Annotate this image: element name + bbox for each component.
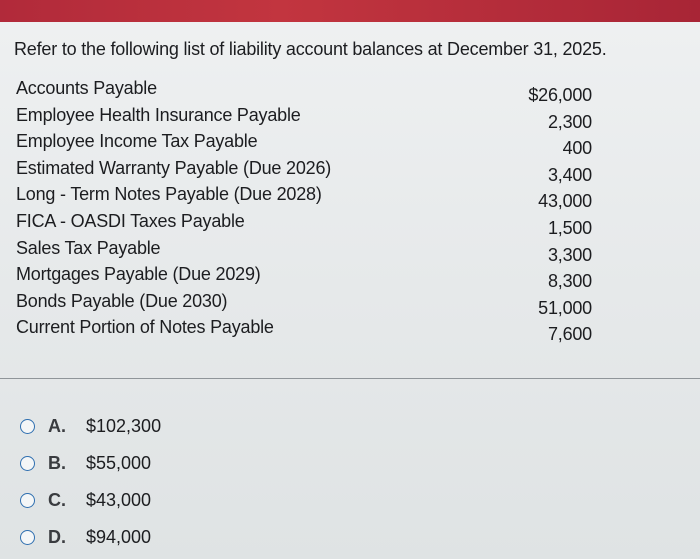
account-list (16, 78, 592, 344)
account-row (16, 131, 592, 158)
option-letter: D. (48, 527, 66, 547)
option-value: $55,000 (86, 453, 152, 473)
account-amount: $26,000 (528, 85, 592, 105)
answer-options (20, 408, 161, 556)
radio-button[interactable] (20, 530, 35, 545)
radio-button[interactable] (20, 456, 35, 471)
account-row (16, 158, 592, 185)
account-row (16, 105, 592, 132)
account-row (16, 184, 592, 211)
account-row (16, 211, 592, 238)
account-row (16, 238, 592, 265)
account-amount: 1,500 (547, 217, 592, 238)
account-label: Bonds Payable (Due 2030) (16, 290, 228, 311)
option-letter: B. (48, 453, 66, 473)
divider (0, 378, 700, 379)
account-amount: 43,000 (538, 191, 592, 212)
option-letter: C. (48, 490, 66, 510)
header-bar (0, 0, 700, 22)
option-value: $94,000 (86, 527, 152, 547)
account-amount: 8,300 (547, 271, 592, 292)
radio-button[interactable] (20, 493, 35, 508)
option-a[interactable] (20, 408, 161, 445)
account-row (16, 291, 592, 318)
account-amount: 2,300 (547, 111, 592, 132)
option-b[interactable] (20, 445, 161, 482)
account-label: Accounts Payable (16, 78, 157, 98)
option-value: $102,300 (86, 416, 162, 436)
question-text: Refer to the following list of liability account balances at December 31, 2025. (14, 39, 607, 59)
account-label: Sales Tax Payable (16, 237, 161, 258)
account-amount: 3,400 (547, 164, 592, 185)
option-c[interactable] (20, 482, 161, 519)
option-d[interactable] (20, 519, 161, 556)
account-row (16, 317, 592, 344)
account-label: Long - Term Notes Payable (Due 2028) (16, 184, 322, 205)
account-amount: 51,000 (538, 297, 592, 318)
account-label: Employee Health Insurance Payable (16, 104, 301, 125)
account-label: Employee Income Tax Payable (16, 131, 258, 152)
radio-button[interactable] (20, 419, 35, 434)
account-label: Estimated Warranty Payable (Due 2026) (16, 157, 332, 178)
option-letter: A. (48, 416, 66, 436)
account-amount: 400 (562, 138, 592, 159)
account-row (16, 78, 592, 105)
account-amount: 3,300 (547, 244, 592, 265)
account-label: FICA - OASDI Taxes Payable (16, 210, 245, 231)
account-amount: 7,600 (547, 324, 592, 345)
option-value: $43,000 (86, 490, 152, 510)
account-label: Mortgages Payable (Due 2029) (16, 264, 261, 285)
account-label: Current Portion of Notes Payable (16, 317, 274, 338)
account-row (16, 264, 592, 291)
